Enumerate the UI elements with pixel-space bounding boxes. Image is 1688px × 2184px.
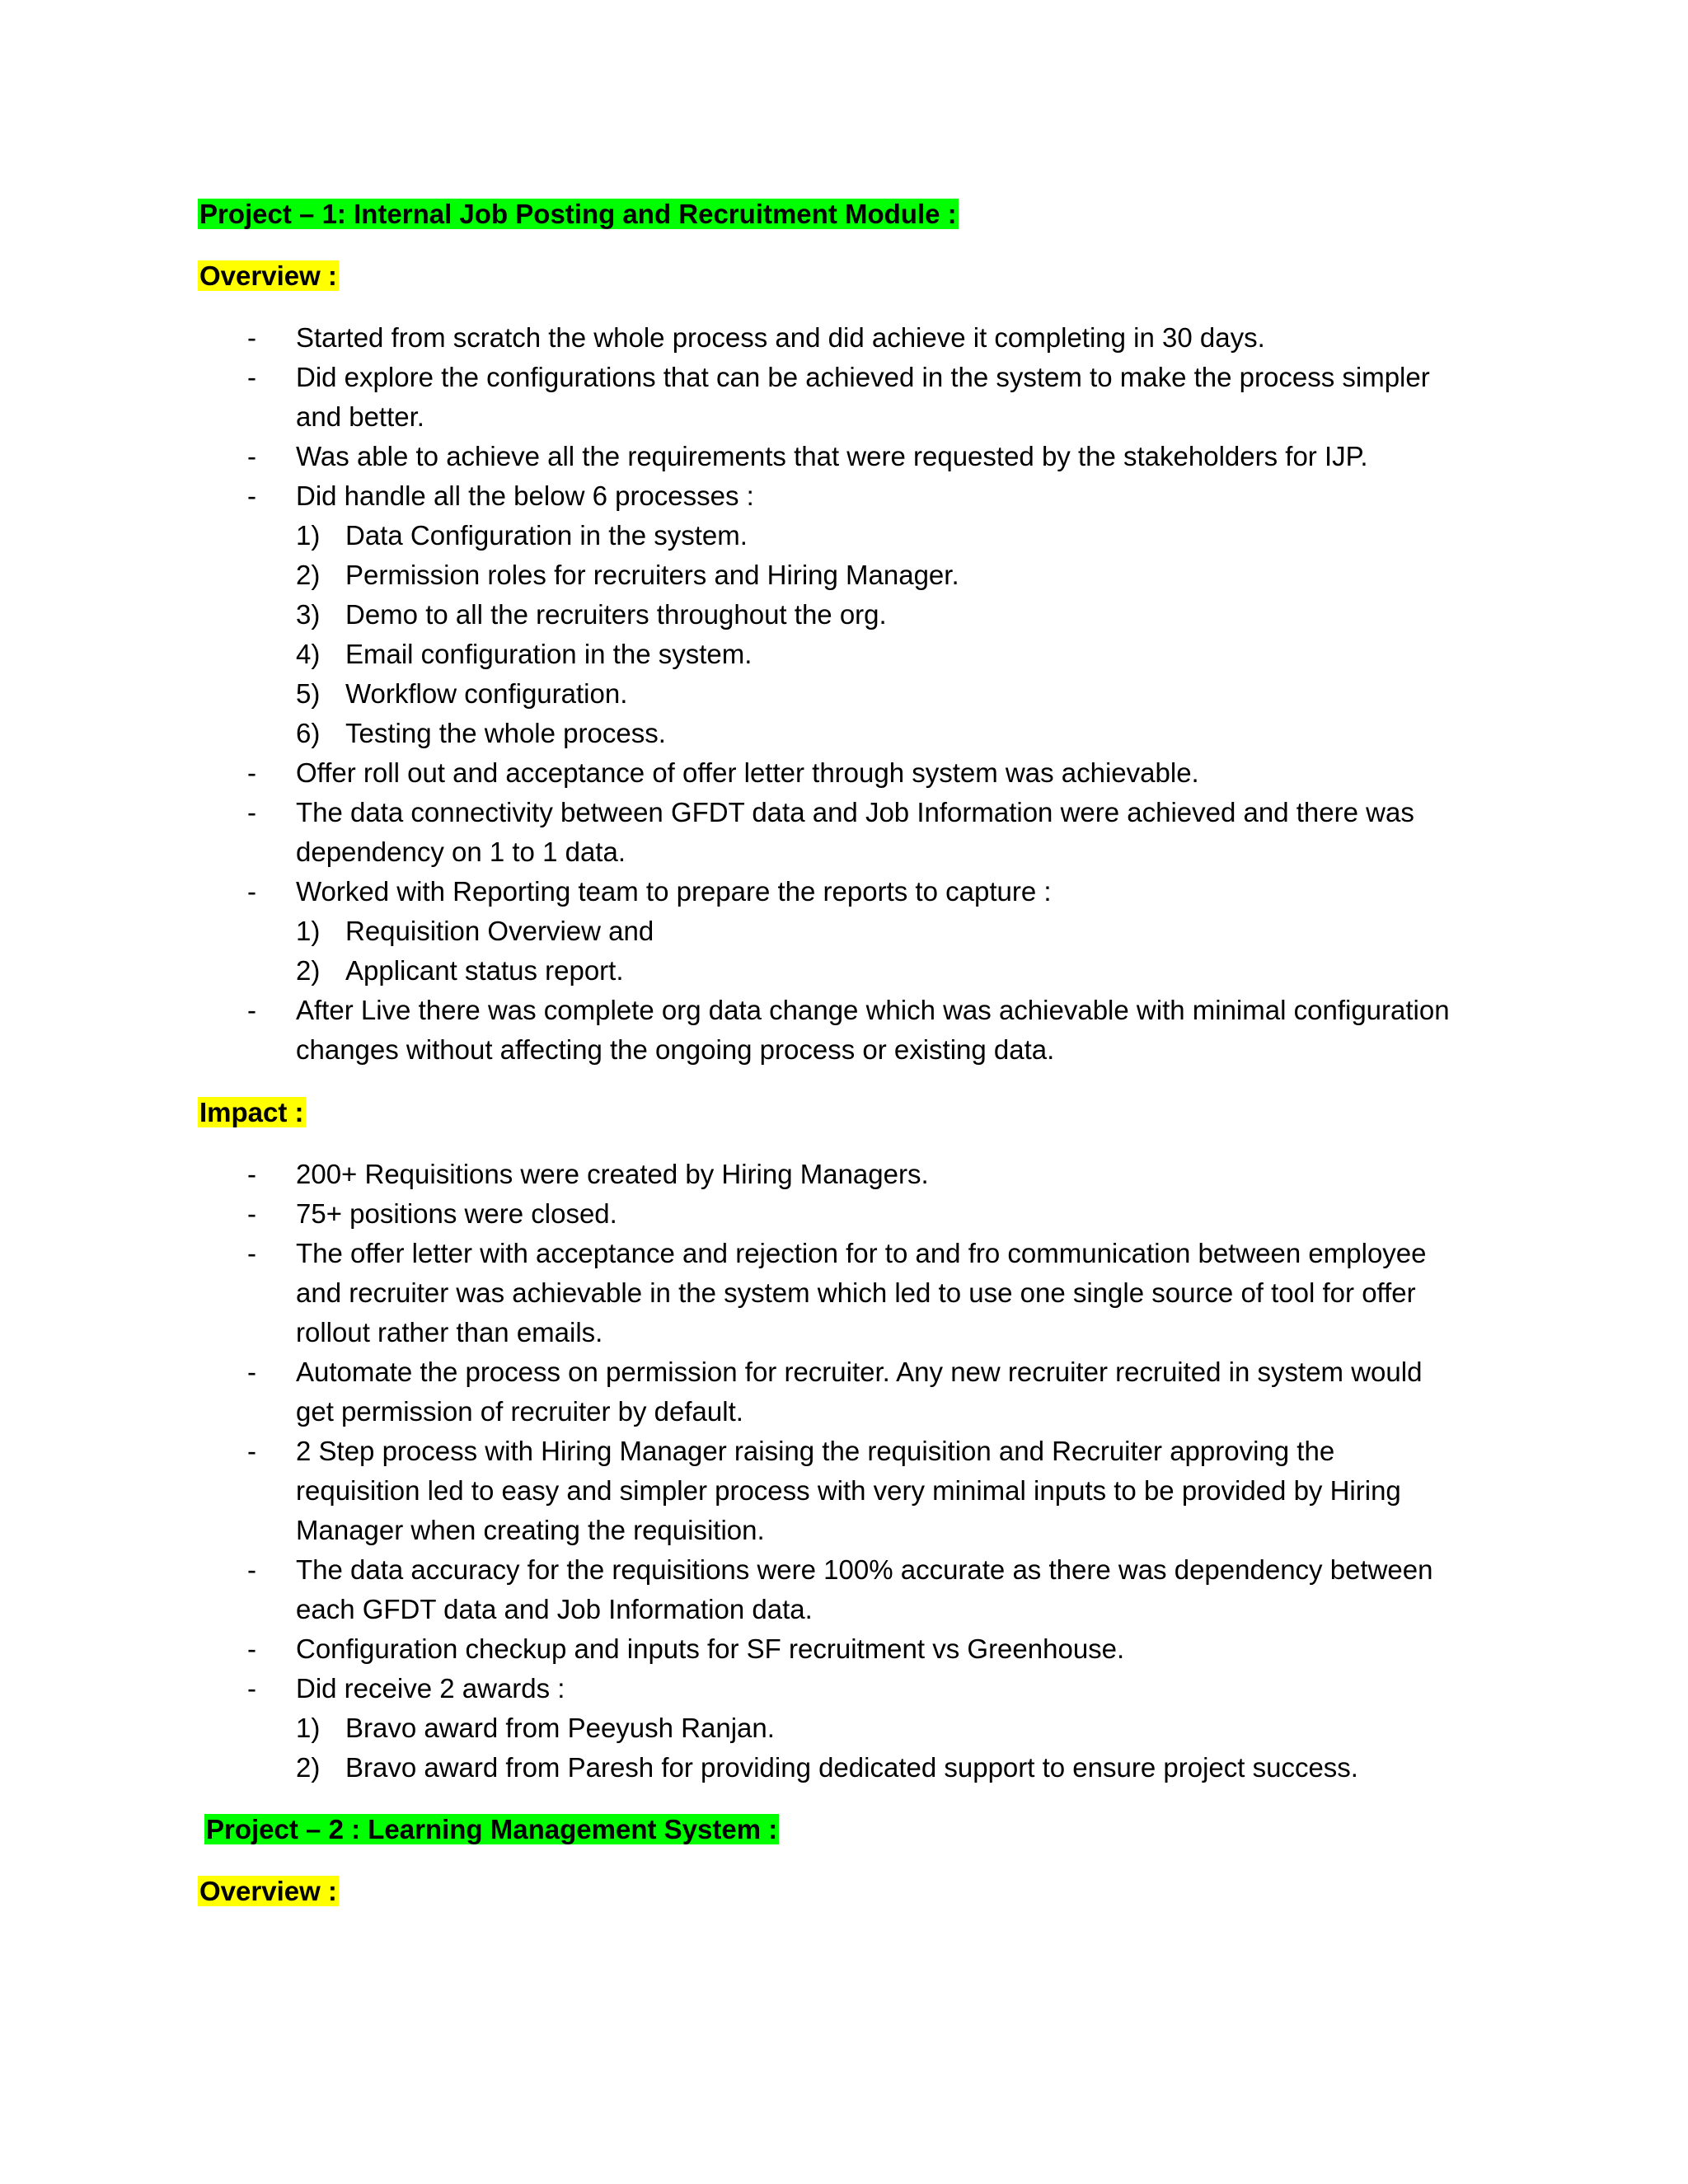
impact-bullet-continued: each GFDT data and Job Information data. bbox=[296, 1594, 813, 1624]
bullet-dash: - bbox=[247, 876, 256, 907]
project-1-title: Project – 1: Internal Job Posting and Recruitment Module : bbox=[199, 199, 957, 229]
bullet-dash: - bbox=[247, 797, 256, 827]
project-2-title: Project – 2 : Learning Management System : bbox=[206, 1814, 778, 1844]
overview-bullet: After Live there was complete org data change which was achievable with minimal configuration bbox=[296, 995, 1450, 1025]
process-item: Demo to all the recruiters throughout the org. bbox=[345, 599, 887, 630]
process-number: 1) bbox=[296, 520, 321, 551]
process-number: 4) bbox=[296, 639, 321, 669]
bullet-dash: - bbox=[247, 1238, 256, 1268]
impact-bullet: Configuration checkup and inputs for SF recruitment vs Greenhouse. bbox=[296, 1633, 1125, 1664]
report-number: 2) bbox=[296, 955, 321, 986]
impact-bullet: The offer letter with acceptance and rejection for to and fro communication between employee bbox=[296, 1238, 1427, 1268]
overview-bullet-continued: dependency on 1 to 1 data. bbox=[296, 837, 626, 867]
impact-bullet: 75+ positions were closed. bbox=[296, 1198, 617, 1229]
impact-bullet-continued: Manager when creating the requisition. bbox=[296, 1515, 765, 1545]
bullet-dash: - bbox=[247, 441, 256, 471]
overview-bullet-continued: changes without affecting the ongoing process or existing data. bbox=[296, 1034, 1055, 1065]
bullet-dash: - bbox=[247, 322, 256, 353]
overview-heading: Overview : bbox=[199, 260, 337, 291]
award-number: 2) bbox=[296, 1752, 321, 1783]
overview-bullet: Did explore the configurations that can be achieved in the system to make the process simpler bbox=[296, 362, 1430, 392]
bullet-dash: - bbox=[247, 480, 256, 511]
award-item: Bravo award from Paresh for providing dedicated support to ensure project success. bbox=[345, 1752, 1358, 1783]
process-number: 5) bbox=[296, 678, 321, 709]
impact-bullet-continued: get permission of recruiter by default. bbox=[296, 1396, 743, 1427]
impact-bullet: Did receive 2 awards : bbox=[296, 1673, 565, 1704]
bullet-dash: - bbox=[247, 1633, 256, 1664]
bullet-dash: - bbox=[247, 1554, 256, 1585]
award-item: Bravo award from Peeyush Ranjan. bbox=[345, 1713, 775, 1743]
report-number: 1) bbox=[296, 916, 321, 946]
overview-bullet: Worked with Reporting team to prepare the reports to capture : bbox=[296, 876, 1052, 907]
overview-bullet-continued: and better. bbox=[296, 401, 424, 432]
process-number: 6) bbox=[296, 718, 321, 748]
bullet-dash: - bbox=[247, 1436, 256, 1466]
overview-bullet: The data connectivity between GFDT data and Job Information were achieved and there was bbox=[296, 797, 1414, 827]
overview-bullet: Started from scratch the whole process and did achieve it completing in 30 days. bbox=[296, 322, 1265, 353]
report-item: Applicant status report. bbox=[345, 955, 624, 986]
impact-bullet-continued: rollout rather than emails. bbox=[296, 1317, 603, 1347]
process-item: Email configuration in the system. bbox=[345, 639, 753, 669]
bullet-dash: - bbox=[247, 1673, 256, 1704]
process-item: Testing the whole process. bbox=[345, 718, 666, 748]
process-item: Workflow configuration. bbox=[345, 678, 628, 709]
impact-bullet-continued: requisition led to easy and simpler process with very minimal inputs to be provided by Hiring bbox=[296, 1475, 1401, 1506]
overview-bullet: Offer roll out and acceptance of offer letter through system was achievable. bbox=[296, 757, 1199, 788]
bullet-dash: - bbox=[247, 1198, 256, 1229]
impact-bullet: 2 Step process with Hiring Manager raising the requisition and Recruiter approving the bbox=[296, 1436, 1335, 1466]
impact-heading: Impact : bbox=[199, 1097, 304, 1127]
impact-bullet-continued: and recruiter was achievable in the system which led to use one single source of tool for offer bbox=[296, 1277, 1416, 1308]
process-item: Data Configuration in the system. bbox=[345, 520, 748, 551]
process-item: Permission roles for recruiters and Hiring Manager. bbox=[345, 560, 959, 590]
overview-bullet: Did handle all the below 6 processes : bbox=[296, 480, 754, 511]
overview-bullet: Was able to achieve all the requirements that were requested by the stakeholders for IJP. bbox=[296, 441, 1368, 471]
impact-bullet: 200+ Requisitions were created by Hiring Managers. bbox=[296, 1159, 929, 1189]
report-item: Requisition Overview and bbox=[345, 916, 654, 946]
bullet-dash: - bbox=[247, 995, 256, 1025]
process-number: 2) bbox=[296, 560, 321, 590]
bullet-dash: - bbox=[247, 1357, 256, 1387]
bullet-dash: - bbox=[247, 1159, 256, 1189]
bullet-dash: - bbox=[247, 757, 256, 788]
process-number: 3) bbox=[296, 599, 321, 630]
impact-bullet: The data accuracy for the requisitions were 100% accurate as there was dependency between bbox=[296, 1554, 1433, 1585]
project-2-overview-heading: Overview : bbox=[199, 1876, 337, 1906]
impact-bullet: Automate the process on permission for recruiter. Any new recruiter recruited in system would bbox=[296, 1357, 1423, 1387]
bullet-dash: - bbox=[247, 362, 256, 392]
award-number: 1) bbox=[296, 1713, 321, 1743]
